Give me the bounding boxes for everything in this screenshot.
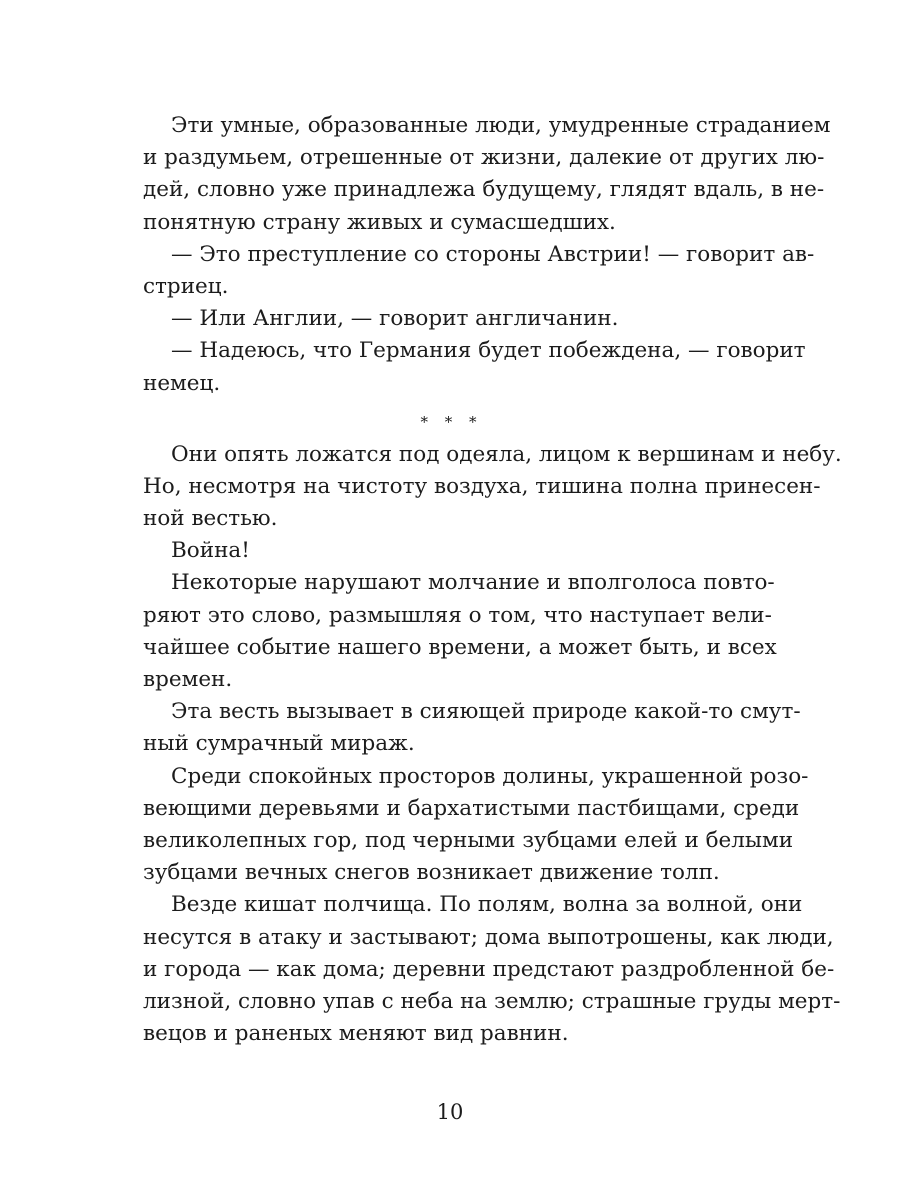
text-line: ной вестью. [143, 506, 278, 532]
text-line: стриец. [143, 273, 229, 299]
text-line: Среди спокойных просторов долины, украшенной розо- [171, 763, 809, 789]
text-line: ный сумрачный мираж. [143, 731, 415, 757]
text-line: веющими деревьями и бархатистыми пастбищами, среди [143, 795, 800, 821]
paragraph [143, 239, 815, 303]
text-before-separator [143, 110, 831, 400]
text-line: Они опять ложатся под одеяла, лицом к вершинам и небу. [171, 441, 842, 467]
text-line: вецов и раненых меняют вид равнин. [143, 1021, 569, 1047]
paragraph [143, 696, 801, 760]
text-line: понятную страну живых и сумасшедших. [143, 209, 616, 235]
paragraph [143, 889, 841, 1050]
text-line: — Надеюсь, что Германия будет побеждена, — говорит [171, 338, 806, 364]
text-line: Везде кишат полчища. По полям, волна за волной, они [171, 892, 803, 918]
text-line: ряют это слово, размышляя о том, что наступает вели- [143, 602, 772, 628]
paragraph [143, 535, 760, 567]
section-separator: * * * [420, 412, 483, 431]
paragraph [143, 335, 806, 399]
text-line: Некоторые нарушают молчание и вполголоса повто- [171, 570, 775, 596]
text-line: зубцами вечных снегов возникает движение толп. [143, 860, 720, 886]
text-line: Но, несмотря на чистоту воздуха, тишина полна принесен- [143, 473, 821, 499]
paragraph [143, 761, 809, 890]
page-number: 10 [436, 1100, 464, 1124]
text-line: дей, словно уже принадлежа будущему, глядят вдаль, в не- [143, 177, 825, 203]
text-line: несутся в атаку и застывают; дома выпотрошены, как люди, [143, 924, 834, 950]
paragraph [143, 110, 831, 239]
text-line: Эти умные, образованные люди, умудренные страданием [171, 113, 831, 138]
text-line: великолепных гор, под черными зубцами елей и белыми [143, 827, 794, 853]
text-line: времен. [143, 667, 233, 692]
paragraph [143, 439, 842, 536]
book-page [143, 110, 842, 1160]
text-line: и раздумьем, отрешенные от жизни, далекие от других лю- [143, 145, 825, 171]
text-line: лизной, словно упав с неба на землю; страшные груды мерт- [143, 988, 841, 1014]
text-line: — Это преступление со стороны Австрии! — говорит ав- [171, 241, 815, 267]
text-line: и города — как дома; деревни предстают раздробленной бе- [143, 956, 835, 982]
text-line: немец. [143, 370, 221, 396]
text-line: — Или Англии, — говорит англичанин. [171, 306, 619, 332]
text-line: Война! [171, 538, 250, 564]
text-line: чайшее событие нашего времени, а может быть, и всех [143, 634, 777, 660]
paragraph [143, 303, 760, 335]
paragraph [143, 567, 777, 696]
text-after-separator [143, 439, 842, 1051]
text-line: Эта весть вызывает в сияющей природе какой-то смут- [171, 699, 801, 725]
